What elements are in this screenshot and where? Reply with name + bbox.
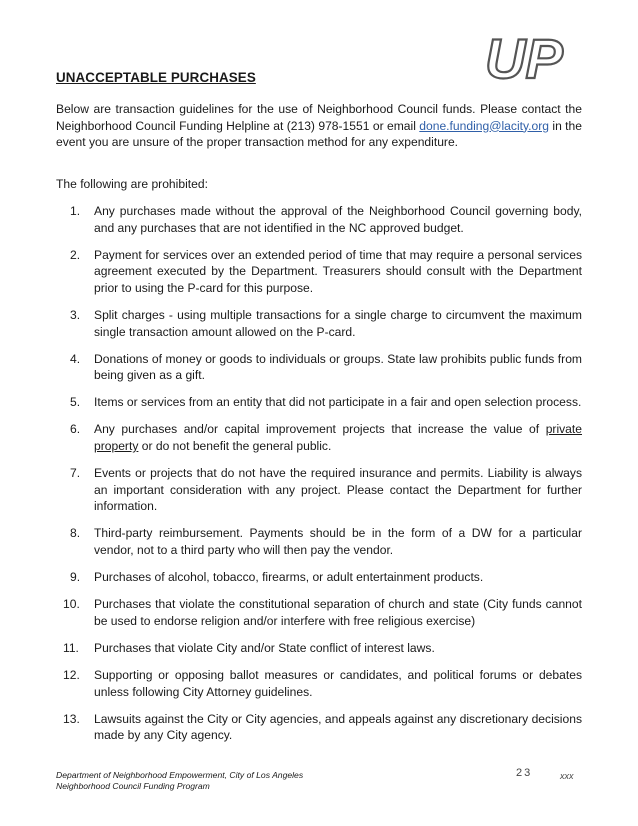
up-logo-icon [483,30,575,86]
footer [56,770,303,792]
intro-paragraph [56,101,582,151]
intro-text-after: in the event you are unsure of the proper transaction method for any expenditure. [56,118,582,150]
footer-line1: Department of Neighborhood Empowerment, City of Los Angeles [56,770,304,780]
list-item: 9. Purchases of alcohol, tobacco, firearms, or adult entertainment products. [70,570,484,585]
list-item: 5. Items or services from an entity that did not participate in a fair and open selection process. [70,395,582,410]
list-item: 1. Any purchases made without the approval of the Neighborhood Council governing body, and any purchases that are not identified in the NC approved budget. [70,204,582,235]
list-item: 10. Purchases that violate the constitutional separation of church and state (City funds cannot be used to endorse religion and/or interfere with free religious exercise) [63,597,582,628]
prohibited-lead: The following are prohibited: [56,177,208,191]
private-property-underlined: private property [94,422,582,454]
intro-text-before: Below are transaction guidelines for the use of Neighborhood Council funds. Please contact the Neighborhood Council Funding Helpline at (213) 978-1551 or email [56,102,582,133]
list-item: 11. Purchases that violate City and/or State conflict of interest laws. [63,640,435,655]
list-item: 12. Supporting or opposing ballot measures or candidates, and political forums or debates unless following City Attorney guidelines. [63,667,582,699]
prohibited-list [56,203,582,754]
email-link[interactable]: done.funding@lacity.org [419,118,549,133]
list-item: 8. Third-party reimbursement. Payments should be in the form of a DW for a particular vendor, not to a third party who will then pay the vendor. [70,526,582,557]
list-item: 3. Split charges - using multiple transactions for a single charge to circumvent the maximum single transaction amount allowed on the P-card. [70,307,582,339]
page-number: 23 [516,767,533,779]
list-item: 6. Any purchases and/or capital improvement projects that increase the value of private property or do not benefit the general public. [70,422,582,454]
list-item: 4. Donations of money or goods to individuals or groups. State law prohibits public funds from being given as a gift. [70,351,582,383]
list-item: 13. Lawsuits against the City or City agencies, and appeals against any discretionary decisions made by any City agency. [63,711,582,743]
page-code: xxx [560,771,574,781]
list-item: 7. Events or projects that do not have the required insurance and permits. Liability is always an important consideration with any project. Please contact the Department for further information. [70,466,582,514]
list-item: 2. Payment for services over an extended period of time that may require a personal services agreement executed by the Department. Treasurers should consult with the Department prior to using the P-card for this purpose. [70,247,582,295]
page-title: UNACCEPTABLE PURCHASES [56,70,256,85]
footer-line2: Neighborhood Council Funding Program [56,781,210,791]
logo-text: UP [485,30,563,86]
